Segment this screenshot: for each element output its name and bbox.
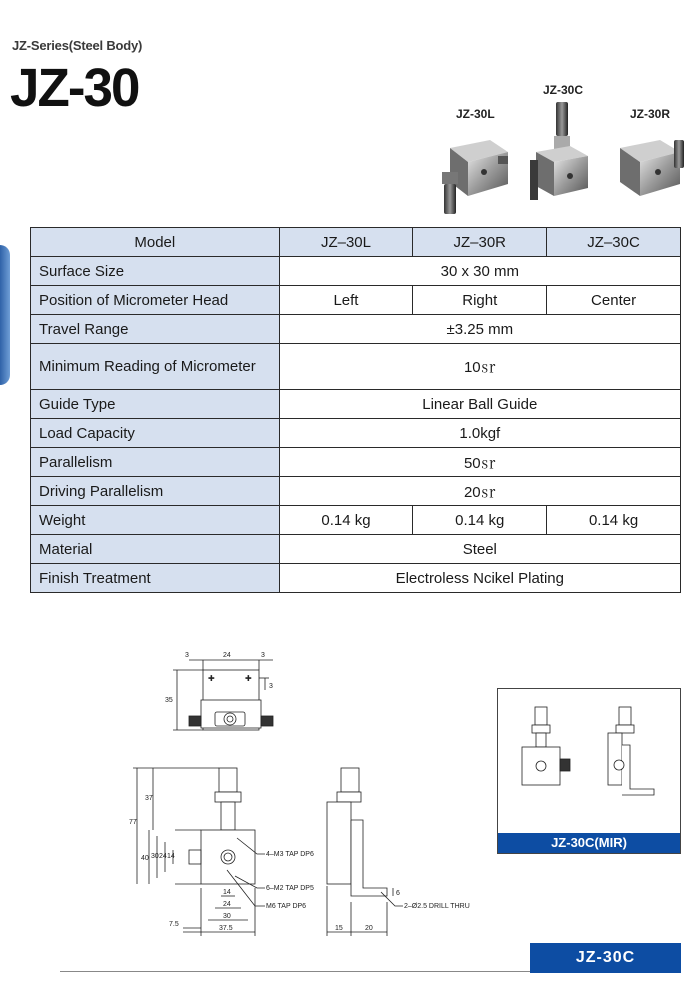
dim-side-35: 35 xyxy=(165,697,173,704)
table-row xyxy=(31,390,681,419)
row-label: Guide Type xyxy=(31,390,280,419)
dim-top-24: 24 xyxy=(223,652,231,659)
row-value: ±3.25 mm xyxy=(279,315,680,344)
row-label: Parallelism xyxy=(31,448,280,477)
dim-s15: 15 xyxy=(335,925,343,932)
table-row xyxy=(31,477,681,506)
callout-drill: 2–Ø2.5 DRILL THRU xyxy=(404,903,470,910)
dim-s6: 6 xyxy=(396,890,400,897)
footer-tag: JZ-30C xyxy=(530,943,681,973)
row-label: Minimum Reading of Micrometer xyxy=(31,344,280,390)
row-value: Linear Ball Guide xyxy=(279,390,680,419)
product-label-right: JZ-30R xyxy=(630,107,671,121)
svg-text:✚: ✚ xyxy=(208,674,215,683)
dim-37: 37 xyxy=(145,795,153,802)
row-label: Position of Micrometer Head xyxy=(31,286,280,315)
mir-drawing xyxy=(498,689,680,833)
dim-top-3b: 3 xyxy=(261,652,265,659)
callout-tap-m6: M6 TAP DP6 xyxy=(266,903,307,910)
model-title: JZ-30 xyxy=(10,58,139,118)
product-label-left: JZ-30L xyxy=(456,107,495,121)
dim-24: 24 xyxy=(159,853,167,860)
row-value: 1.0kgf xyxy=(279,419,680,448)
row-label: Weight xyxy=(31,506,280,535)
series-title: JZ-Series(Steel Body) xyxy=(12,38,143,53)
table-row xyxy=(31,535,681,564)
table-row xyxy=(31,506,681,535)
mir-label: JZ-30C(MIR) xyxy=(498,833,680,853)
callout-tap-m3: 4–M3 TAP DP6 xyxy=(266,851,314,858)
table-row xyxy=(31,315,681,344)
dim-b30: 30 xyxy=(223,913,231,920)
table-row xyxy=(31,564,681,593)
row-value: Left xyxy=(279,286,413,315)
table-header-row xyxy=(31,228,681,257)
dim-b75: 7.5 xyxy=(169,921,179,928)
row-value: Steel xyxy=(279,535,680,564)
dim-b14: 14 xyxy=(223,889,231,896)
technical-drawing xyxy=(115,640,475,940)
dim-14: 14 xyxy=(167,853,175,860)
dim-s20: 20 xyxy=(365,925,373,932)
row-label: Travel Range xyxy=(31,315,280,344)
dim-top-3a: 3 xyxy=(185,652,189,659)
dim-77: 77 xyxy=(129,819,137,826)
row-value: 20㏛ xyxy=(279,477,680,506)
product-image-center xyxy=(530,100,592,210)
header-model: Model xyxy=(31,228,280,257)
row-value: 0.14 kg xyxy=(413,506,547,535)
dim-b24: 24 xyxy=(223,901,231,908)
callout-tap-m2: 6–M2 TAP DP5 xyxy=(266,885,314,892)
table-row xyxy=(31,419,681,448)
footer-divider xyxy=(60,971,530,972)
table-row xyxy=(31,286,681,315)
product-image-left xyxy=(438,130,510,220)
row-value: 50㏛ xyxy=(279,448,680,477)
row-label: Finish Treatment xyxy=(31,564,280,593)
row-value: Center xyxy=(547,286,681,315)
dim-30: 30 xyxy=(151,853,159,860)
row-label: Surface Size xyxy=(31,257,280,286)
product-image-right xyxy=(614,130,686,210)
header-jz30l: JZ–30L xyxy=(279,228,413,257)
row-value: 10㏛ xyxy=(279,344,680,390)
dim-b375: 37.5 xyxy=(219,925,233,932)
dim-side-3: 3 xyxy=(269,683,273,690)
table-row xyxy=(31,448,681,477)
row-value: 30 x 30 mm xyxy=(279,257,680,286)
mir-variant-box xyxy=(497,688,681,854)
row-label: Driving Parallelism xyxy=(31,477,280,506)
svg-text:✚: ✚ xyxy=(245,674,252,683)
dim-40: 40 xyxy=(141,855,149,862)
header-jz30c: JZ–30C xyxy=(547,228,681,257)
product-label-center: JZ-30C xyxy=(543,83,584,97)
side-tab xyxy=(0,245,10,385)
row-label: Load Capacity xyxy=(31,419,280,448)
table-row xyxy=(31,257,681,286)
row-value: 0.14 kg xyxy=(547,506,681,535)
row-value: Right xyxy=(413,286,547,315)
header-jz30r: JZ–30R xyxy=(413,228,547,257)
table-row xyxy=(31,344,681,390)
spec-table xyxy=(30,227,681,593)
row-value: Electroless Ncikel Plating xyxy=(279,564,680,593)
row-value: 0.14 kg xyxy=(279,506,413,535)
row-label: Material xyxy=(31,535,280,564)
